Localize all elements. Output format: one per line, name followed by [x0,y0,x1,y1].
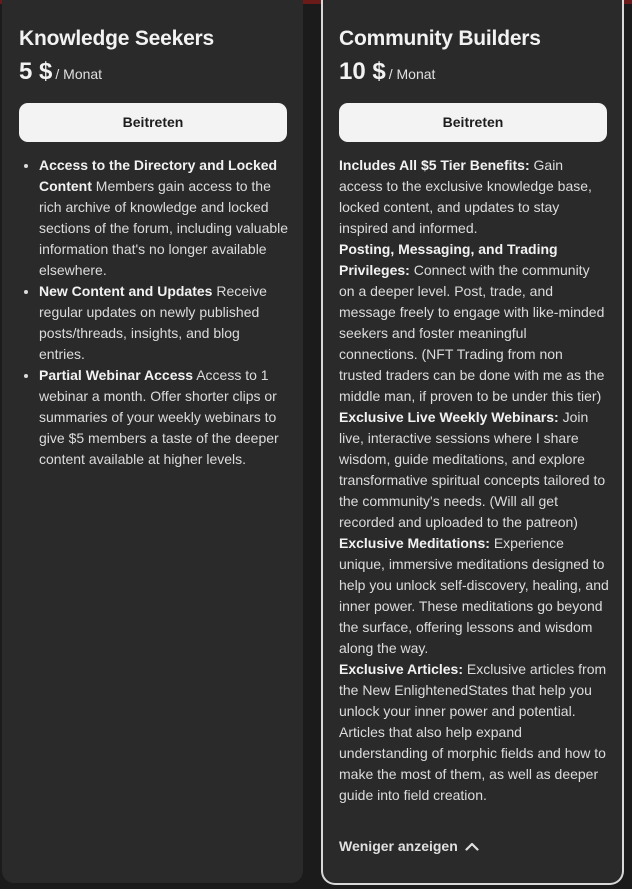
tier-title: Knowledge Seekers [19,27,215,50]
benefit-title: Partial Webinar Access [39,367,194,383]
benefit-title: Exclusive Articles: [339,661,463,677]
tier-card-knowledge-seekers [2,0,303,883]
benefit-text: Access to 1 webinar a month. Offer shorter clips or summaries of your weekly webinars to give $5 members a taste of the deeper content available at higher levels. [39,367,279,467]
benefit-title: Includes All $5 Tier Benefits: [339,157,530,173]
show-less-label: Weniger anzeigen [339,838,458,854]
benefit-text: Join live, interactive sessions where I share wisdom, guide meditations, and explore transformative spiritual concepts tailored to the community's needs. (Will all get recorded and uploaded to the patreon) [339,409,606,530]
tier-description [339,155,609,806]
benefit-text: Receive regular updates on newly published posts/threads, insights, and blog entries. [39,283,267,362]
join-button[interactable]: Beitreten [19,103,287,142]
benefit-paragraph [339,407,609,533]
benefit-paragraph [339,659,609,806]
benefit-item [39,155,289,281]
benefit-title: Exclusive Meditations: [339,535,490,551]
price-amount: 5 $ [19,58,53,85]
benefit-title: Access to the Directory and Locked Content [39,157,278,194]
benefit-item [39,281,289,365]
tier-card-community-builders [321,0,624,885]
benefit-paragraph [339,155,609,239]
benefit-text: Exclusive articles from the New EnlightenedStates that help you unlock your inner power and potential. Articles that also help expand understanding of morphic fields and how to make the most of them, as well as deeper guide into field creation. [339,661,607,803]
benefits-list [19,155,289,470]
tier-price [339,58,435,86]
benefit-text: Gain access to the exclusive knowledge base, locked content, and updates to stay inspired and informed. [339,157,592,236]
benefit-title: New Content and Updates [39,283,213,299]
benefit-text: Members gain access to the rich archive of knowledge and locked sections of the forum, including valuable information that's no longer available elsewhere. [39,178,289,278]
benefit-title: Posting, Messaging, and Trading Privileges: [339,241,558,278]
benefit-text: Experience unique, immersive meditations designed to help you unlock self-discovery, healing, and inner power. These meditations go beyond the surface, offering lessons and wisdom along the way. [339,535,609,656]
benefit-paragraph [339,533,609,659]
benefit-item [39,365,289,470]
price-period: / Monat [388,66,436,82]
price-period: / Monat [55,66,103,82]
tier-price [19,58,102,86]
tier-title: Community Builders [339,27,541,50]
price-amount: 10 $ [339,58,386,85]
chevron-up-icon [465,841,479,851]
benefit-paragraph [339,239,609,407]
benefit-title: Exclusive Live Weekly Webinars: [339,409,559,425]
show-less-toggle[interactable] [339,838,479,854]
benefit-text: Connect with the community on a deeper level. Post, trade, and message freely to engage with like-minded seekers and foster meaningful connections. (NFT Trading from non trusted traders can be done with me as the middle man, if proven to be under this tier) [339,262,605,404]
join-button[interactable]: Beitreten [339,103,607,142]
